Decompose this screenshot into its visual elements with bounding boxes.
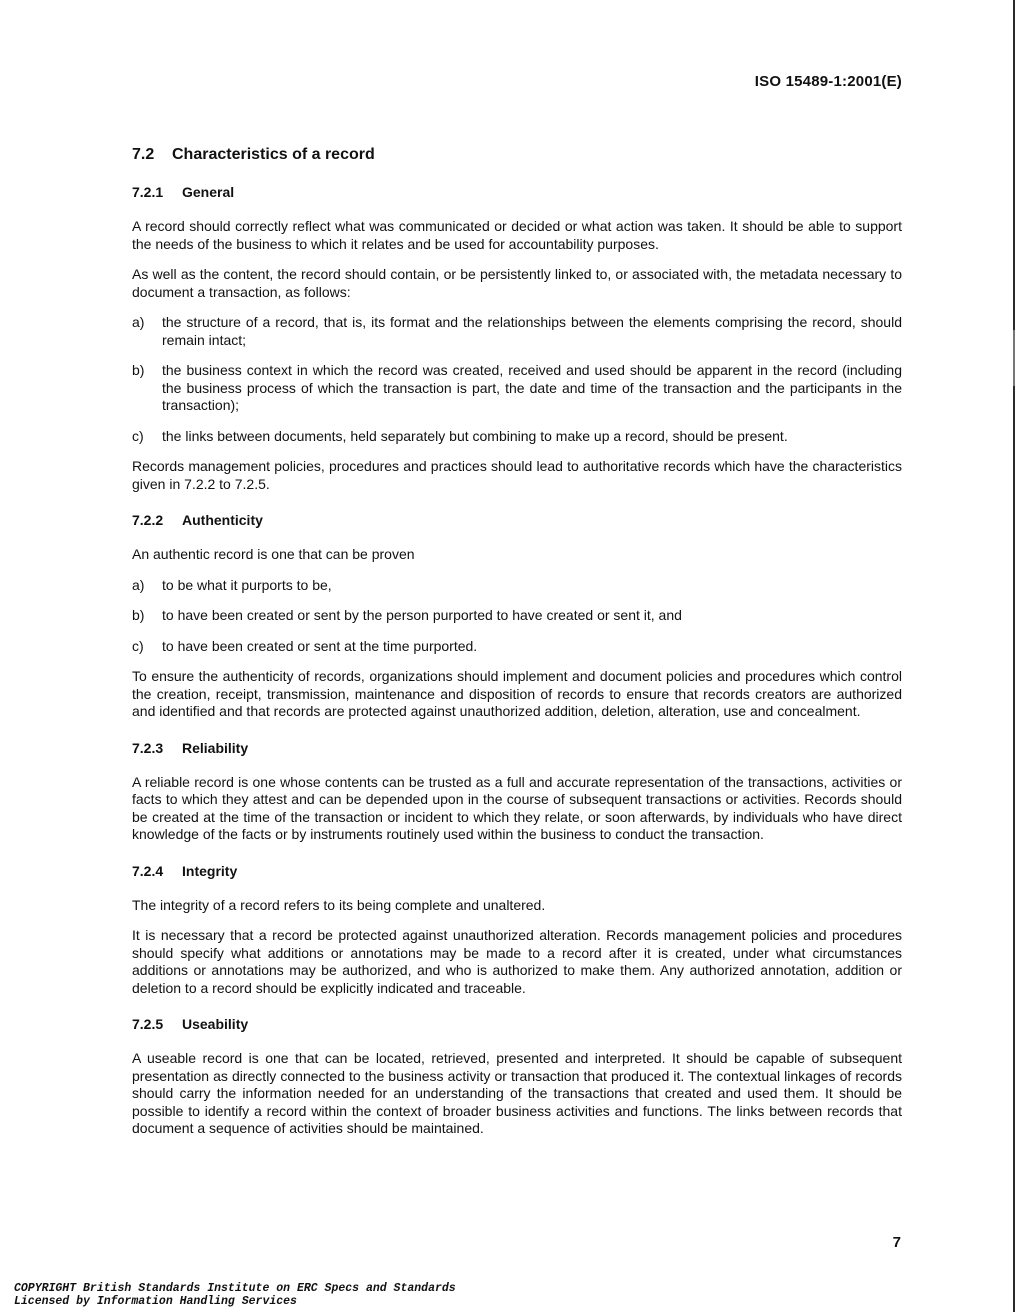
- scan-edge-line: [1013, 0, 1015, 1312]
- subsection-number: 7.2.2: [132, 512, 164, 528]
- list-item: [132, 577, 902, 595]
- list-text: to have been created or sent by the person purported to have created or sent it, and: [162, 607, 682, 623]
- list-marker: b): [132, 362, 145, 378]
- list-item: [132, 314, 902, 349]
- general-paragraph-2: As well as the content, the record should contain, or be persistently linked to, or associated with, the metadata necessary to document a transaction, as follows:: [132, 266, 902, 300]
- subsection-heading-useability: [132, 1016, 902, 1032]
- subsection-number: 7.2.5: [132, 1016, 164, 1032]
- list-item: [132, 428, 902, 446]
- subsection-title: Useability: [182, 1016, 249, 1032]
- list-item: [132, 607, 902, 625]
- subsection-heading-authenticity: [132, 512, 902, 528]
- list-marker: b): [132, 607, 145, 623]
- subsection-title: General: [182, 184, 235, 200]
- page-number: 7: [892, 1234, 901, 1251]
- list-text: the links between documents, held separately but combining to make up a record, should be present.: [162, 427, 788, 444]
- section-heading: [132, 146, 902, 164]
- list-marker: c): [132, 427, 144, 444]
- list-marker: c): [132, 637, 144, 654]
- page-content: [132, 146, 902, 1151]
- authenticity-paragraph-1: An authentic record is one that can be proven: [132, 546, 415, 562]
- list-marker: a): [132, 576, 145, 593]
- general-list: [132, 314, 902, 445]
- subsection-heading-general: [132, 184, 902, 200]
- authenticity-list: [132, 577, 902, 656]
- general-paragraph-1: A record should correctly reflect what was communicated or decided or what action was taken. It should be able to support the needs of the business to which it relates and be used for accountability purposes.: [132, 218, 902, 252]
- footer-line-license: Licensed by Information Handling Services: [14, 1295, 297, 1308]
- list-item: [132, 638, 902, 656]
- subsection-number: 7.2.4: [132, 862, 164, 879]
- integrity-paragraph-1: The integrity of a record refers to its being complete and unaltered.: [132, 896, 546, 913]
- section-title: Characteristics of a record: [172, 146, 375, 163]
- list-item: [132, 362, 902, 415]
- list-marker: a): [132, 314, 145, 330]
- list-text: the business context in which the record was created, received and used should be apparent in the record (including the business process of which the transaction is part, the date and time of the transaction and the participants in the transaction);: [162, 362, 902, 413]
- list-text: to be what it purports to be,: [162, 576, 332, 593]
- useability-paragraph-1: A useable record is one that can be located, retrieved, presented and interpreted. It should be capable of subsequent presentation as directly connected to the business activity or transaction that produced it. The contextual linkages of records should carry the information needed for an understanding of the transactions that created and used them. It should be possible to identify a record within the context of broader business activities and functions. The links between records that document a sequence of activities should be maintained.: [132, 1050, 902, 1136]
- copyright-footer: [14, 1282, 456, 1308]
- reliability-paragraph-1: A reliable record is one whose contents can be trusted as a full and accurate representation of the transactions, activities or facts to which they attest and can be depended upon in the course of subsequent transactions or activities. Records should be created at the time of the transaction or incident to which they relate, or soon afterwards, by individuals who have direct knowledge of the facts or by instruments routinely used within the business to conduct the transaction.: [132, 773, 902, 842]
- list-text: to have been created or sent at the time purported.: [162, 637, 478, 654]
- subsection-title: Authenticity: [182, 512, 263, 528]
- subsection-heading-reliability: [132, 740, 902, 756]
- scan-edge-mark: [1013, 330, 1015, 386]
- footer-line-copyright: COPYRIGHT British Standards Institute on ERC Specs and Standards: [14, 1282, 456, 1295]
- subsection-title: Integrity: [182, 862, 238, 879]
- document-id-header: ISO 15489-1:2001(E): [754, 73, 902, 90]
- subsection-heading-integrity: [132, 863, 902, 879]
- authenticity-paragraph-2: To ensure the authenticity of records, organizations should implement and document policies and procedures which control the creation, receipt, transmission, maintenance and disposition of records to ensure that records creators are authorized and identified and that records are protected against unauthorized addition, deletion, alteration, use and concealment.: [132, 668, 902, 719]
- general-paragraph-3: Records management policies, procedures and practices should lead to authoritative records which have the characteristics given in 7.2.2 to 7.2.5.: [132, 458, 902, 492]
- section-number: 7.2: [132, 146, 155, 163]
- subsection-number: 7.2.3: [132, 739, 164, 756]
- integrity-paragraph-2: It is necessary that a record be protected against unauthorized alteration. Records management policies and procedures should specify what additions or annotations may be made to a record after it is created, under what circumstances additions or annotations may be authorized, and who is authorized to make them. Any authorized annotation, addition or deletion to a record should be explicitly indicated and traceable.: [132, 927, 902, 996]
- subsection-number: 7.2.1: [132, 184, 164, 200]
- subsection-title: Reliability: [182, 739, 249, 756]
- list-text: the structure of a record, that is, its format and the relationships between the elements comprising the record, should remain intact;: [162, 314, 902, 348]
